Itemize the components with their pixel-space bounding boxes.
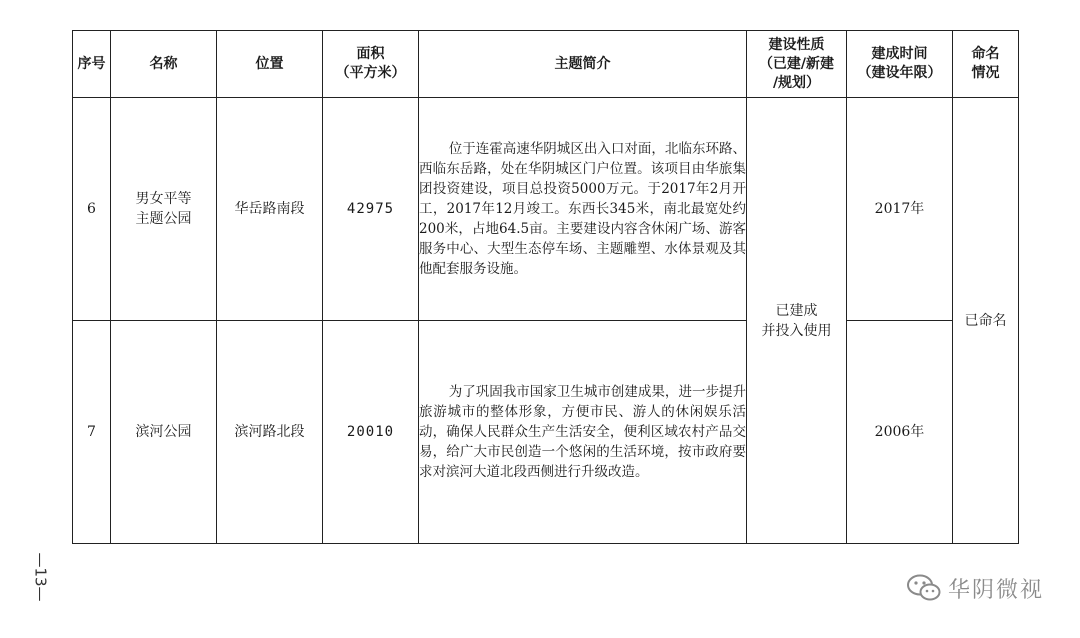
page-number-text: —13— (31, 552, 50, 602)
header-nature-line3: /规划） (772, 74, 821, 91)
header-area (323, 31, 419, 98)
header-naming-line1: 命名 (971, 46, 1000, 62)
header-time-line2: （建设年限） (857, 65, 942, 81)
header-summary: 主题简介 (419, 31, 747, 98)
cell-summary (419, 98, 747, 321)
cell-location: 滨河路北段 (217, 321, 323, 544)
cell-seq: 6 (73, 98, 111, 321)
header-seq: 序号 (73, 31, 111, 98)
cell-time: 2017年 (847, 98, 953, 321)
header-nature-line1: 建设性质 (768, 36, 825, 53)
page-number (22, 548, 50, 608)
cell-name-line2: 主题公园 (135, 211, 192, 227)
cell-summary (419, 321, 747, 544)
table-row (73, 321, 1019, 544)
cell-seq: 7 (73, 321, 111, 544)
cell-name-line1: 男女平等 (135, 191, 192, 207)
nature-line2: 并投入使用 (761, 322, 832, 339)
cell-name: 滨河公园 (111, 321, 217, 544)
header-time-line1: 建成时间 (871, 46, 928, 62)
cell-nature-merged (747, 98, 847, 544)
header-naming-line2: 情况 (971, 65, 1000, 81)
cell-area: 20010 (323, 321, 419, 544)
cell-name (111, 98, 217, 321)
nature-line1: 已建成 (775, 302, 818, 319)
cell-location: 华岳路南段 (217, 98, 323, 321)
header-nature (747, 31, 847, 98)
cell-time: 2006年 (847, 321, 953, 544)
summary-text: 位于连霍高速华阴城区出入口对面，北临东环路、西临东岳路，处在华阴城区门户位置。该项目由华旅集团投资建设，项目总投资5000万元。于2017年2月开工，2017年12月竣工。东西长345米，南北最宽处约200米，占地64.5亩。主要建设内容含休闲广场、游客服务中心、大型生态停车场、主题雕塑、水体景观及其他配套服务设施。 (419, 141, 746, 277)
summary-text: 为了巩固我市国家卫生城市创建成果，进一步提升旅游城市的整体形象，方便市民、游人的休闲娱乐活动，确保人民群众生产生活安全，便利区域农村产品交易，给广大市民创造一个悠闲的生活环境，按市政府要求对滨河大道北段西侧进行升级改造。 (419, 384, 746, 480)
header-location: 位置 (217, 31, 323, 98)
header-naming (953, 31, 1019, 98)
parks-table (72, 30, 1019, 544)
wechat-icon (906, 573, 942, 603)
header-area-line1: 面积 (356, 46, 385, 62)
table-row (73, 98, 1019, 321)
header-area-line2: （平方米） (335, 65, 406, 81)
header-time (847, 31, 953, 98)
watermark-text: 华阴微视 (947, 577, 1044, 603)
header-row (73, 31, 1019, 98)
header-name: 名称 (111, 31, 217, 98)
cell-naming-merged: 已命名 (953, 98, 1019, 544)
watermark (906, 570, 1044, 606)
cell-area: 42975 (323, 98, 419, 321)
header-nature-line2: （已建/新建 (758, 55, 835, 72)
